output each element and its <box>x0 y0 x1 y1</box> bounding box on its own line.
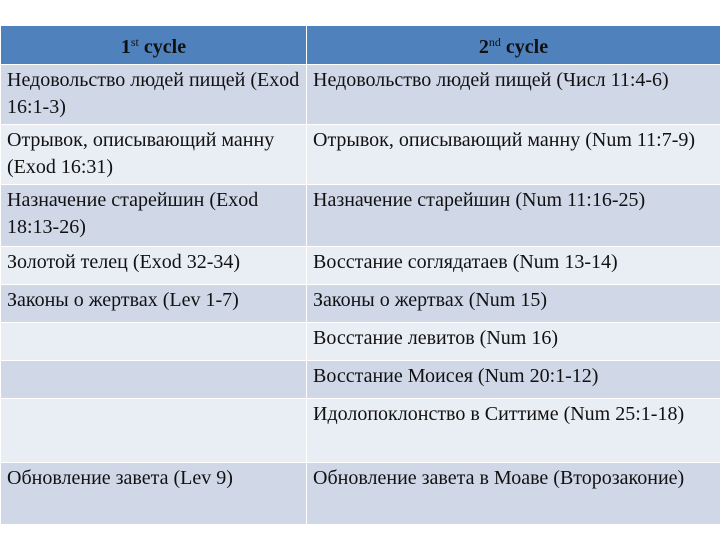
header-second-cycle-word: cycle <box>505 36 549 58</box>
second-cycle-cell: Восстание Моисея (Num 20:1-12) <box>307 361 720 399</box>
header-first-cycle-suffix: st <box>130 35 139 49</box>
first-cycle-cell <box>1 323 307 361</box>
table-row <box>1 247 720 285</box>
header-second-cycle <box>307 26 720 65</box>
second-cycle-cell: Законы о жертвах (Num 15) <box>307 285 720 323</box>
first-cycle-cell: Золотой телец (Exod 32-34) <box>1 247 307 285</box>
header-first-cycle-word: cycle <box>143 36 187 58</box>
second-cycle-cell: Отрывок, описывающий манну (Num 11:7-9) <box>307 125 720 185</box>
second-cycle-cell: Идолопоклонство в Ситтиме (Num 25:1-18) <box>307 399 720 463</box>
table-row <box>1 65 720 125</box>
first-cycle-cell <box>1 361 307 399</box>
second-cycle-cell: Обновление завета в Моаве (Второзаконие) <box>307 463 720 525</box>
table-row <box>1 399 720 463</box>
first-cycle-cell: Назначение старейшин (Exod 18:13-26) <box>1 185 307 247</box>
table-row <box>1 361 720 399</box>
header-second-cycle-number: 2 <box>478 36 489 58</box>
table-row <box>1 285 720 323</box>
second-cycle-cell: Недовольство людей пищей (Числ 11:4-6) <box>307 65 720 125</box>
header-first-cycle-number: 1 <box>120 36 131 58</box>
first-cycle-cell: Обновление завета (Lev 9) <box>1 463 307 525</box>
header-first-cycle <box>1 26 307 65</box>
second-cycle-cell: Восстание соглядатаев (Num 13-14) <box>307 247 720 285</box>
table-row <box>1 185 720 247</box>
table-row <box>1 323 720 361</box>
first-cycle-cell <box>1 399 307 463</box>
first-cycle-cell: Недовольство людей пищей (Exod 16:1-3) <box>1 65 307 125</box>
table-row <box>1 463 720 525</box>
first-cycle-cell: Законы о жертвах (Lev 1-7) <box>1 285 307 323</box>
second-cycle-cell: Назначение старейшин (Num 11:16-25) <box>307 185 720 247</box>
table-row <box>1 125 720 185</box>
first-cycle-cell: Отрывок, описывающий манну (Exod 16:31) <box>1 125 307 185</box>
header-row <box>1 26 720 65</box>
second-cycle-cell: Восстание левитов (Num 16) <box>307 323 720 361</box>
header-second-cycle-suffix: nd <box>488 35 501 49</box>
cycles-table <box>0 25 720 525</box>
